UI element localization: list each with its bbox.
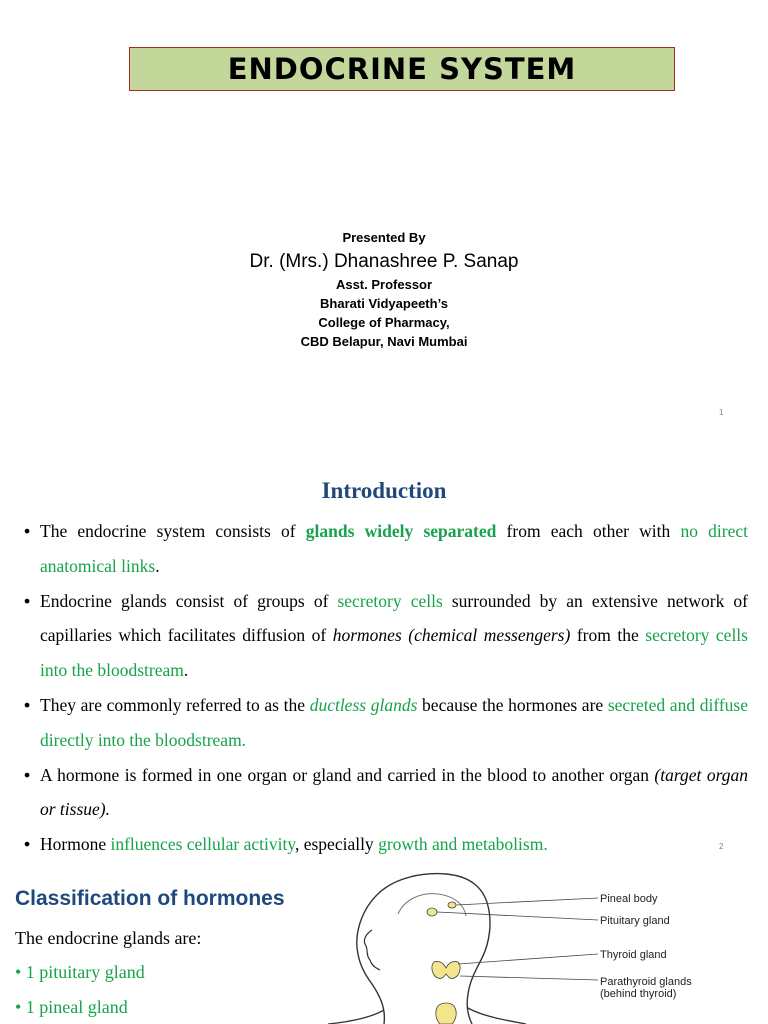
introduction-bullets <box>24 514 748 862</box>
bullet-text-segment: because the hormones are <box>417 694 608 715</box>
affiliation-line: College of Pharmacy, <box>318 315 450 330</box>
bullet-text-segment: secretory cells <box>337 590 443 611</box>
affiliation-line: Asst. Professor <box>335 277 433 292</box>
bullet-text-segment: no direct anatomical links <box>40 521 749 576</box>
bullet-text-segment: influences cellular activity <box>110 834 295 855</box>
shoulder-right <box>468 1008 526 1024</box>
presented-by-label: Presented By <box>342 230 426 245</box>
label-parathyroid-glands: Parathyroid glands <box>600 976 692 988</box>
bullet-text-segment: secreted and diffuse directly into the bloodstream. <box>40 694 749 750</box>
bullet-item <box>24 688 748 758</box>
pituitary-gland-shape <box>427 908 437 916</box>
bullet-item <box>24 584 748 688</box>
glands-intro: The endocrine glands are: <box>15 928 202 948</box>
thymus-gland-shape <box>436 1003 456 1024</box>
gland-list-item: • 1 pituitary gland <box>15 962 145 982</box>
page-number: 2 <box>719 842 724 851</box>
thyroid-gland-shape <box>432 961 460 978</box>
bullet-text-segment: (target organ or tissue). <box>40 764 748 820</box>
bullet-text-segment: They are commonly referred to as the <box>40 694 310 715</box>
shoulder-left <box>328 1010 384 1024</box>
bullet-text-segment: from each other with <box>496 521 681 541</box>
label-pituitary-gland: Pituitary gland <box>600 915 670 927</box>
bullet-item <box>24 514 748 584</box>
head-outline <box>357 874 490 1024</box>
pineal-gland-shape <box>448 902 456 908</box>
bullet-text-segment: surrounded by an extensive network of capillaries which facilitates diffusion of <box>40 590 748 646</box>
bullet-text-segment: , especially <box>294 834 379 855</box>
bullet-text-segment: . <box>155 555 160 576</box>
bullet-text-segment: . <box>183 660 189 681</box>
label-parathyroid-note: (behind thyroid) <box>600 988 677 1000</box>
bullet-item <box>24 758 748 828</box>
label-thyroid-gland: Thyroid gland <box>600 949 667 961</box>
title-banner <box>129 47 675 91</box>
affiliation-line: CBD Belapur, Navi Mumbai <box>300 334 468 349</box>
presenter-name: Dr. (Mrs.) Dhanashree P. Sanap <box>249 251 519 272</box>
bullet-text-segment: from the <box>570 625 646 646</box>
bullet-text-segment: hormones (chemical messengers) <box>332 625 571 646</box>
bullet-text-segment: ductless glands <box>309 694 418 715</box>
bullet-text-segment: growth and metabolism. <box>378 834 548 855</box>
gland-list-item: • 1 pineal gland <box>15 997 128 1017</box>
affiliation-line: Bharati Vidyapeeth’s <box>320 296 448 311</box>
label-pineal-body: Pineal body <box>600 893 658 905</box>
slide-classification <box>0 870 768 1024</box>
face-outline <box>364 930 380 970</box>
slide-title <box>0 0 768 430</box>
bullet-text-segment: glands widely separated <box>305 521 497 541</box>
bullet-text-segment: secretory cells into the bloodstream <box>40 625 748 681</box>
bullet-item <box>24 827 748 862</box>
bullet-text-segment: Endocrine glands consist of groups of <box>40 590 338 611</box>
bullet-text-segment: Hormone <box>40 834 111 855</box>
bullet-text-segment: A hormone is formed in one organ or gland and carried in the blood to another organ <box>40 764 655 785</box>
slide-introduction <box>0 470 768 860</box>
classification-heading: Classification of hormones <box>15 887 285 910</box>
bullet-text-segment: The endocrine system consists of <box>40 521 306 541</box>
endocrine-glands-diagram <box>300 870 768 1024</box>
page-number: 1 <box>719 408 724 417</box>
slide-title-text: ENDOCRINE SYSTEM <box>227 52 577 86</box>
introduction-heading: Introduction <box>321 478 447 503</box>
